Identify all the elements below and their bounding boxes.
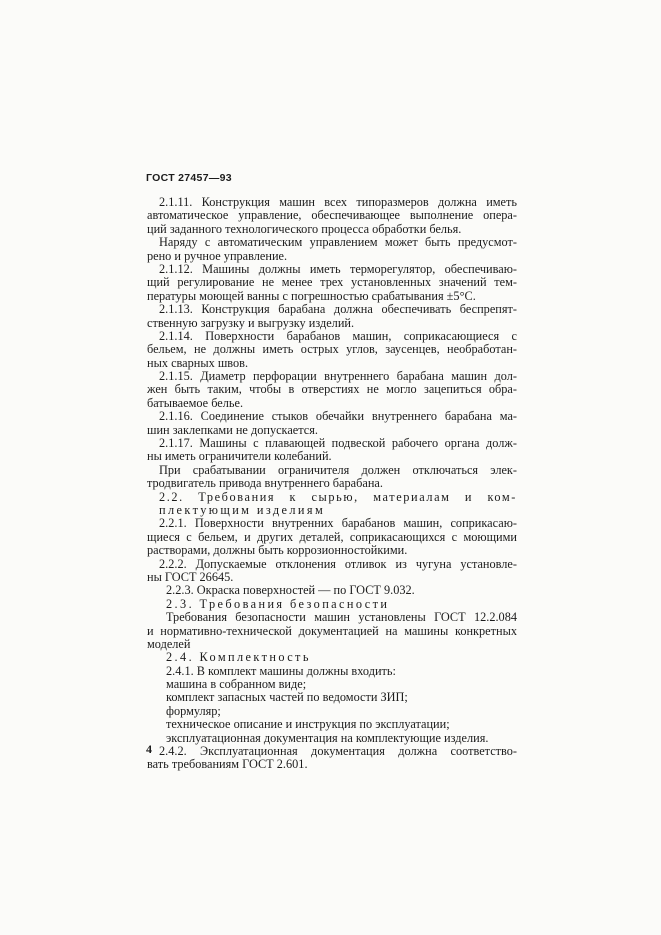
text-line: 2.3. Требования безопасности xyxy=(166,596,390,611)
text-line: эксплуатационная документация на комплектующие изделия. xyxy=(166,730,489,745)
text-line: и нормативно-технической документацией на машины конкретных xyxy=(147,623,517,638)
text-line: растворами, должны быть коррозионностойкими. xyxy=(147,543,408,558)
text-line: 2.2.1. Поверхности внутренних барабанов машин, соприкасаю- xyxy=(159,516,517,531)
text-line: Требования безопасности машин установлены ГОСТ 12.2.084 xyxy=(166,610,517,625)
text-line: бельем, не должны иметь острых углов, заусенцев, необработан- xyxy=(147,342,517,357)
text-line: тродвигатель привода внутреннего барабана. xyxy=(147,476,383,491)
text-line: ций заданного технологического процесса обработки белья. xyxy=(147,221,462,236)
text-line: жен быть таким, чтобы в отверстиях не могло зацепиться обра- xyxy=(147,382,517,397)
document-code-header: ГОСТ 27457—93 xyxy=(146,172,232,184)
page-number: 4 xyxy=(146,742,152,756)
text-line: пературы моющей ванны с погрешностью срабатывания ±5°С. xyxy=(147,288,476,303)
text-line: моделей xyxy=(147,636,191,651)
text-line: формуляр; xyxy=(166,703,221,718)
text-line: автоматическое управление, обеспечивающее выполнение опера- xyxy=(147,208,517,223)
text-line: рено и ручное управление. xyxy=(147,248,288,263)
text-line: 2.2.3. Окраска поверхностей — по ГОСТ 9.032. xyxy=(166,583,415,598)
text-line: 2.1.13. Конструкция барабана должна обеспечивать беспрепят- xyxy=(159,302,517,317)
text-line: 2.1.15. Диаметр перфорации внутреннего барабана машин дол- xyxy=(159,369,517,384)
text-line: шин заклепками не допускается. xyxy=(147,422,318,437)
text-line: Наряду с автоматическим управлением может быть предусмот- xyxy=(159,235,517,250)
text-line: ственную загрузку и выгрузку изделий. xyxy=(147,315,355,330)
text-line: 2.4.1. В комплект машины должны входить: xyxy=(166,663,396,678)
text-line: машина в собранном виде; xyxy=(166,677,307,692)
text-line: техническое описание и инструкция по эксплуатации; xyxy=(166,717,450,732)
document-body xyxy=(147,196,517,772)
text-line: При срабатывании ограничителя должен отключаться элек- xyxy=(159,462,517,477)
text-line: 2.1.12. Машины должны иметь терморегулятор, обеспечиваю- xyxy=(159,261,517,276)
text-line: 2.4.2. Эксплуатационная документация должна соответство- xyxy=(159,744,517,759)
text-line: комплект запасных частей по ведомости ЗИП; xyxy=(166,690,408,705)
text-line: 2.4. Комплектность xyxy=(166,650,311,665)
text-line: ны ГОСТ 26645. xyxy=(147,569,234,584)
text-line: щиеся с бельем, и других деталей, соприкасающихся с моющими xyxy=(147,529,517,544)
text-line: щий регулирование не менее трех установленных значений тем- xyxy=(147,275,517,290)
text-line: 2.2. Требования к сырью, материалам и ком- xyxy=(159,489,517,504)
text-line: плектующим изделиям xyxy=(159,502,326,517)
text-line: 2.2.2. Допускаемые отклонения отливок из чугуна установле- xyxy=(159,556,517,571)
text-line: 2.1.17. Машины с плавающей подвеской рабочего органа долж- xyxy=(159,436,517,451)
text-line: ны иметь ограничители колебаний. xyxy=(147,449,332,464)
text-line: 2.1.14. Поверхности барабанов машин, соприкасающиеся с xyxy=(159,328,517,343)
text-line: батываемое белье. xyxy=(147,395,244,410)
text-line: вать требованиям ГОСТ 2.601. xyxy=(147,757,308,772)
text-line: 2.1.16. Соединение стыков обечайки внутреннего барабана ма- xyxy=(159,409,517,424)
text-line: ных сварных швов. xyxy=(147,355,249,370)
text-line: 2.1.11. Конструкция машин всех типоразмеров должна иметь xyxy=(159,195,517,209)
